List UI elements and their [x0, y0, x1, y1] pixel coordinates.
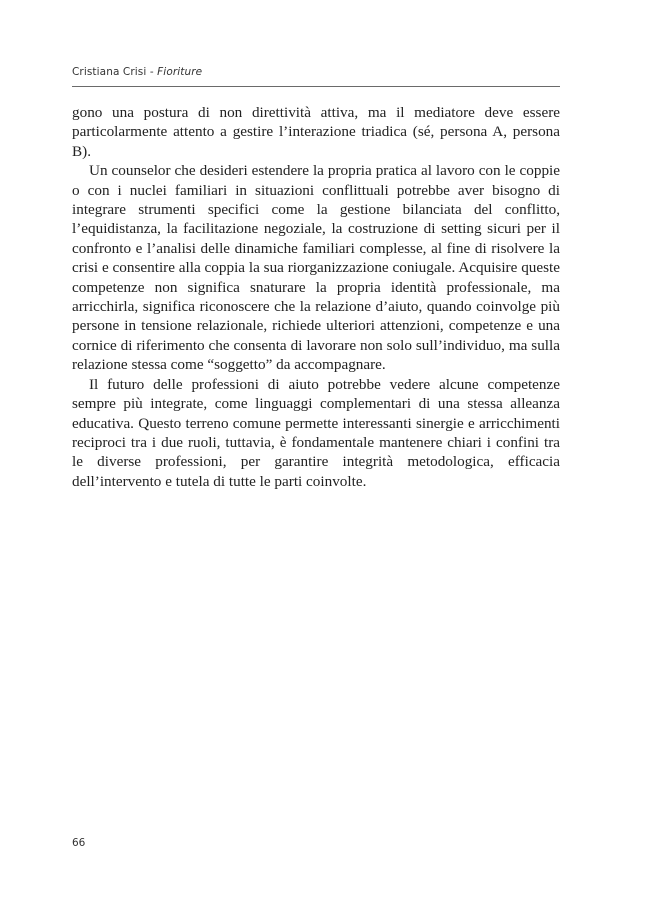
running-header [72, 66, 560, 78]
page-number: 66 [72, 837, 86, 849]
header-divider [72, 86, 560, 87]
header-book-title: Fioriture [157, 66, 203, 78]
paragraph-future-professions: Il futuro delle professioni di aiuto potrebbe vedere alcune competenze sempre più integrate, come linguaggi complementari di una stessa alleanza educativa. Questo terreno comune permette interessanti sinergie e arricchimenti reciproci tra i due ruoli, tuttavia, è fondamentale mantenere chiari i confini tra le diverse professioni, per garantire integrità metodologica, efficacia dell’intervento e tutela di tutte le parti coinvolte. [72, 375, 560, 490]
header-separator: - [146, 66, 158, 78]
body-text [72, 103, 560, 491]
paragraph-continuation: gono una postura di non direttività attiva, ma il mediatore deve essere particolarmente attento a gestire l’interazione triadica (sé, persona A, persona B). [72, 104, 560, 160]
paragraph-counselor: Un counselor che desideri estendere la propria pratica al lavoro con le coppie o con i nuclei familiari in situazioni conflittuali potrebbe aver bisogno di integrare strumenti specifici come la gestione bilanciata del conflitto, l’equidistanza, la facilitazione negoziale, la costruzione di setting sicuri per il confronto e l’analisi delle dinamiche familiari complesse, al fine di risolvere la crisi e consentire alla coppia la sua riorganizzazione coniugale. Acquisire queste competenze non significa snaturare la propria identità professionale, ma arricchirla, significa riconoscere che la relazione d’aiuto, quando coinvolge più persone in tensione relazionale, richiede ulteriori attenzioni, competenze e una cornice di riferimento che consenta di lavorare non solo sull’individuo, ma sulla relazione stessa come “soggetto” da accompagnare. [72, 162, 560, 374]
header-author: Cristiana Crisi [72, 66, 147, 78]
